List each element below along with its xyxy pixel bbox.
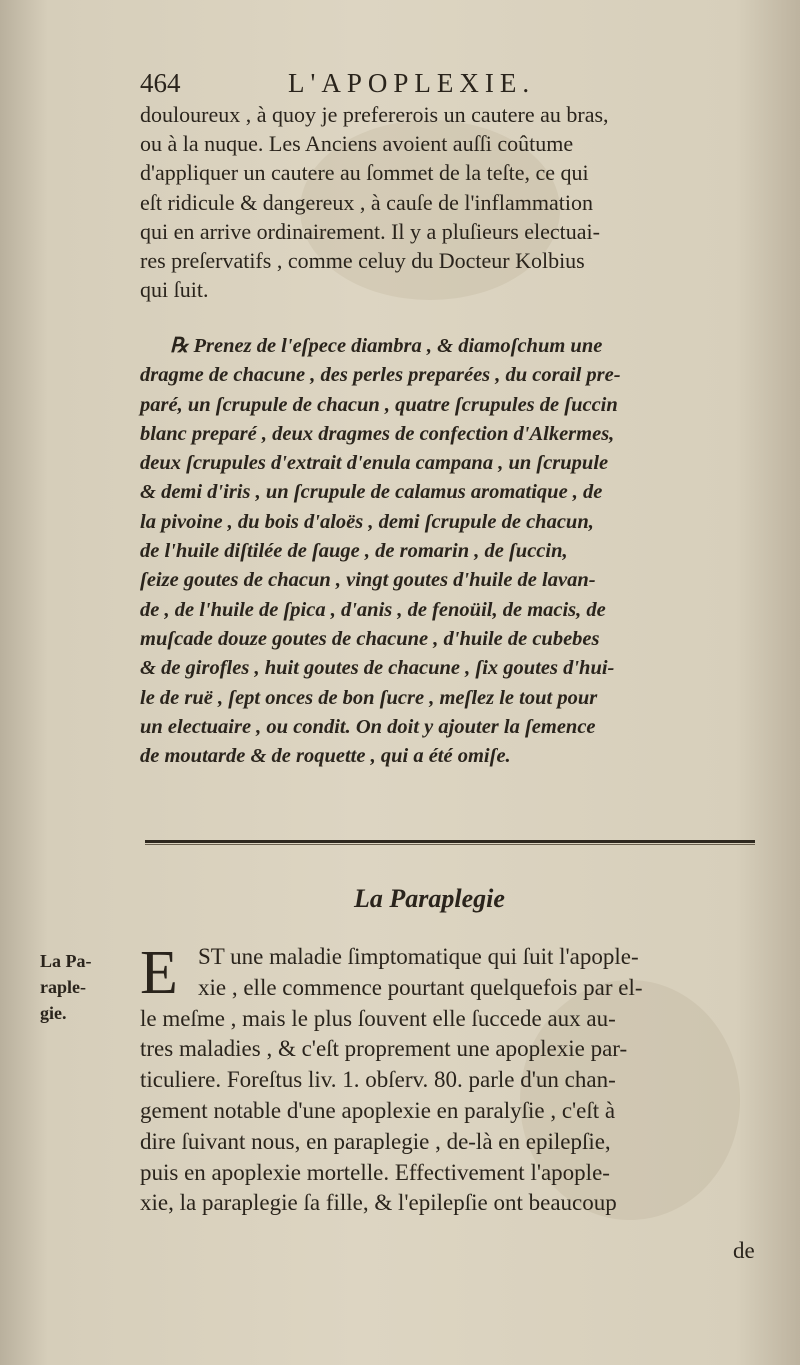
top-paragraph <box>140 100 765 304</box>
recipe-line: & demi d'iris , un ſcrupule de calamus aromatique , de <box>140 481 603 504</box>
section-title: La Paraplegie <box>354 884 505 913</box>
page-number: 464 <box>140 68 181 98</box>
drop-capital: E <box>140 939 178 1007</box>
text-line: ou à la nuque. Les Anciens avoient auſſi coûtume <box>140 131 574 157</box>
recipe-line: paré, un ſcrupule de chacun , quatre ſcrupules de ſuccin <box>140 393 618 416</box>
recipe-line: de , de l'huile de ſpica , d'anis , de fenoüil, de macis, de <box>140 598 606 621</box>
recipe-line: deux ſcrupules d'extrait d'enula campana , un ſcrupule <box>140 452 609 475</box>
text-line: res preſervatifs , comme celuy du Docteur Kolbius <box>140 248 585 274</box>
recipe-line: un electuaire , ou condit. On doit y ajouter la ſemence <box>140 715 596 738</box>
text-line: le meſme , mais le plus ſouvent elle ſuccede aux au- <box>140 1005 616 1031</box>
text-line: qui ſuit. <box>140 277 209 303</box>
recipe-line: de l'huile diſtilée de ſauge , de romarin , de ſuccin, <box>140 540 568 563</box>
text-line: ticuliere. Foreſtus liv. 1. obſerv. 80. parle d'un chan- <box>140 1067 616 1093</box>
text-line: douloureux , à quoy je prefererois un cautere au bras, <box>140 102 609 127</box>
text-line: xie, la paraplegie ſa fille, & l'epilepſie ont beaucoup <box>140 1190 617 1216</box>
text-line: puis en apoplexie mortelle. Effectivement l'apople- <box>140 1159 610 1185</box>
margin-note-line: La Pa- <box>40 951 92 971</box>
margin-note-line: raple- <box>40 977 86 997</box>
recipe-line: & de girofles , huit goutes de chacune , ſix goutes d'hui- <box>140 657 615 680</box>
recipe-paragraph <box>140 332 765 771</box>
recipe-line: le de ruë , ſept onces de bon ſucre , meſlez le tout pour <box>140 686 598 709</box>
catchword: de <box>733 1238 755 1263</box>
section-divider <box>145 840 755 843</box>
recipe-line: de moutarde & de roquette , qui a été omiſe. <box>140 745 511 768</box>
text-line: d'appliquer un cautere au ſommet de la teſte, ce qui <box>140 160 589 186</box>
text-line: qui en arrive ordinairement. Il y a pluſieurs electuai- <box>140 218 600 244</box>
text-line: dire ſuivant nous, en paraplegie , de-là en epilepſie, <box>140 1128 611 1154</box>
recipe-line: dragme de chacune , des perles preparées , du corail pre- <box>140 364 621 387</box>
margin-note <box>40 948 125 1026</box>
recipe-line: muſcade douze goutes de chacune , d'huile de cubebes <box>140 627 600 650</box>
text-line: ST une maladie ſimptomatique qui ſuit l'apople- <box>198 944 639 969</box>
text-line: eſt ridicule & dangereux , à cauſe de l'inflammation <box>140 189 593 215</box>
section-paragraph <box>140 939 765 1219</box>
recipe-line: ℞ Prenez de l'eſpece diambra , & diamoſchum une <box>170 335 603 357</box>
recipe-line: la pivoine , du bois d'aloës , demi ſcrupule de chacun, <box>140 510 594 533</box>
margin-note-line: gie. <box>40 1003 67 1023</box>
recipe-line: ſeize goutes de chacun , vingt goutes d'huile de lavan- <box>140 569 596 592</box>
recipe-line: blanc preparé , deux dragmes de confection d'Alkermes, <box>140 422 615 445</box>
text-line: tres maladies , & c'eſt proprement une apoplexie par- <box>140 1036 628 1062</box>
text-line: gement notable d'une apoplexie en paralyſie , c'eſt à <box>140 1097 616 1123</box>
text-line: xie , elle commence pourtant quelquefois par el- <box>198 974 643 1000</box>
running-title: L'APOPLEXIE. <box>288 68 536 98</box>
page-header <box>140 68 760 102</box>
